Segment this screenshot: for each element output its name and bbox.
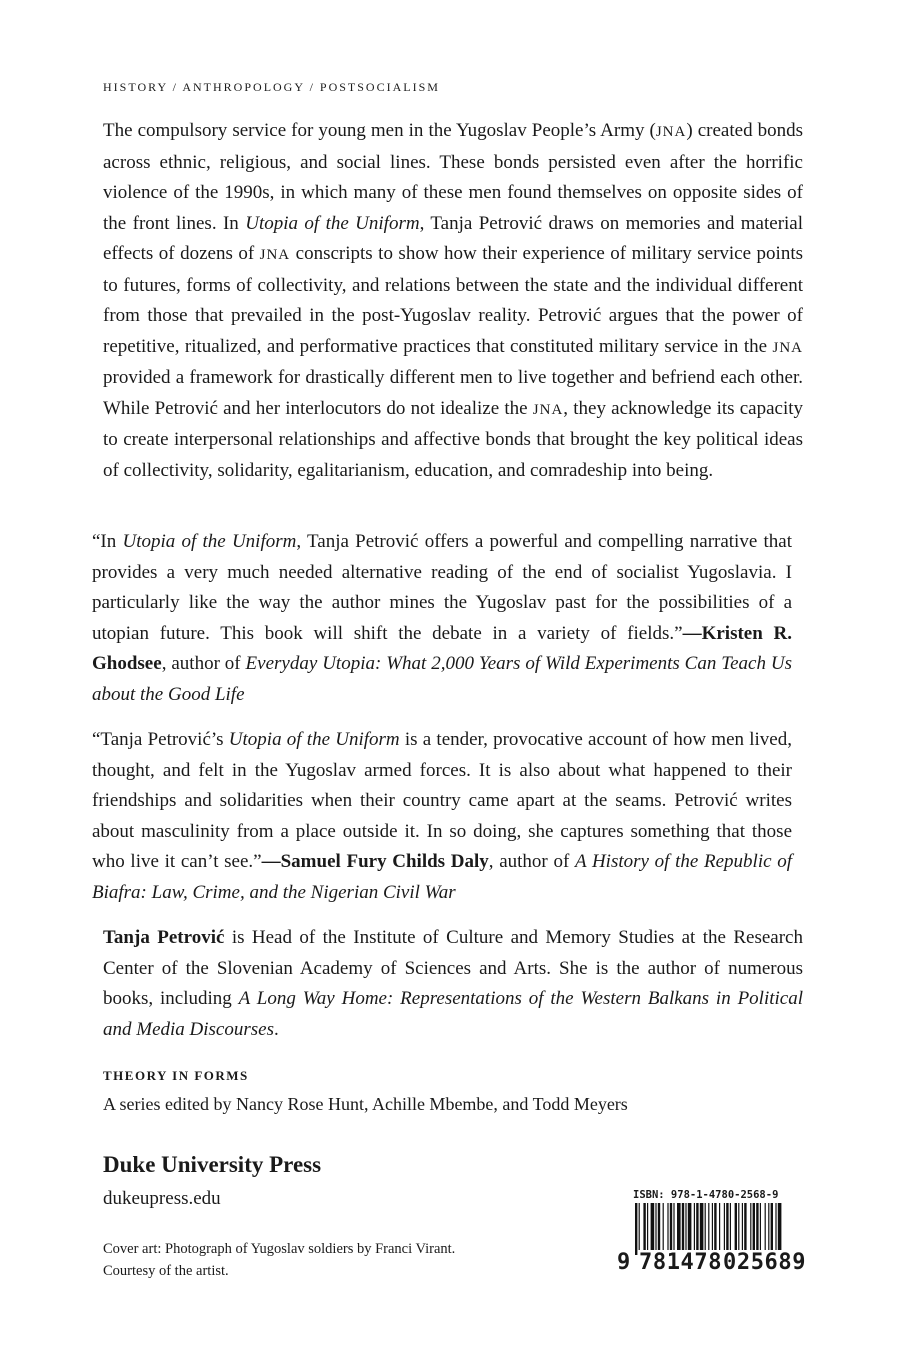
description-text: provided a framework for drastically different men to live together and befriend each other. While Petrović and her interlocutors do not idealize the <box>103 367 803 419</box>
barcode-bar <box>658 1203 660 1255</box>
quote-author: Samuel Fury Childs Daly <box>280 851 489 872</box>
cover-credit-line: Courtesy of the artist. <box>103 1263 229 1279</box>
quote-author-of: , author of <box>161 653 246 674</box>
quote-dash: — <box>261 851 281 872</box>
barcode-bar <box>688 1203 692 1255</box>
barcode-bar <box>643 1203 645 1255</box>
quote-author-of: , author of <box>488 851 575 872</box>
author-name: Tanja Petrović <box>103 927 225 948</box>
blurb-ghodsee <box>92 527 792 710</box>
author-bio <box>103 923 803 1045</box>
description-text: ) created bonds across ethnic, religious, and social lines. These bonds persisted even after the horrific violence of the 1990s, in which many of these men found themselves on opposite sides of the front lines. In <box>103 120 803 234</box>
quote-body: is a tender, provocative account of how men lived, thought, and felt in the Yugoslav armed forces. It is also about what happened to their friendships and solidarities when their country came apart at the seams. Petrović writes about masculinity from a place outside it. In so doing, she captures something that those who live it can’t see.” <box>92 729 792 872</box>
jna-abbrev: JNA <box>259 247 291 263</box>
barcode-bar <box>694 1203 695 1255</box>
quote-author-book: Everyday Utopia: What 2,000 Years of Wild Experiments Can Teach Us about the Good Life <box>92 653 792 705</box>
barcode-bar <box>730 1203 731 1255</box>
barcode-bar <box>735 1203 737 1255</box>
quote-dash: — <box>682 622 702 644</box>
barcode-bar <box>726 1203 728 1255</box>
description-text: The compulsory service for young men in the Yugoslav People’s Army ( <box>103 120 656 141</box>
isbn-barcode <box>616 1189 808 1281</box>
barcode-bar <box>708 1203 709 1255</box>
book-title-inline: Utopia of the Uniform <box>228 729 400 750</box>
quote-author-book: A History of the Republic of Biafra: Law, Crime, and the Nigerian Civil War <box>92 851 793 903</box>
jna-abbrev: JNA <box>772 339 803 356</box>
barcode-digits-left: 781478 <box>639 1250 723 1275</box>
book-title-inline: Utopia of the Uniform <box>245 212 420 234</box>
barcode-bar <box>771 1203 773 1255</box>
jna-abbrev: JNA <box>655 124 687 140</box>
barcode-bar <box>742 1203 743 1255</box>
barcode-bar <box>714 1203 716 1255</box>
barcode-bar <box>673 1203 674 1255</box>
barcode-bar <box>724 1203 725 1255</box>
description-text: , they acknowledge its capacity to create interpersonal relationships and affective bonds that brought the key political ideas of collectivity, solidarity, egalitarianism, education, and comradeship into being. <box>103 397 804 481</box>
barcode-bar <box>667 1203 668 1255</box>
book-description <box>103 116 803 486</box>
description-text: conscripts to show how their experience of military service points to futures, forms of collectivity, and relations between the state and the individual different from those that prevailed in the post-Yugoslav reality. Petrović argues that the power of repetitive, ritualized, and performative practices that constituted military service in the <box>103 243 803 357</box>
quote-open: “Tanja Petrović’s <box>92 729 229 750</box>
barcode-bar <box>712 1203 713 1255</box>
cover-credit <box>103 1238 455 1282</box>
cover-credit-line: Cover art: Photograph of Yugoslav soldiers by Franci Virant. <box>103 1241 456 1257</box>
barcode-bar <box>700 1203 704 1255</box>
description-text: , Tanja Petrović draws on memories and material effects of dozens of <box>103 212 804 264</box>
barcode-bar <box>756 1203 758 1255</box>
barcode-bar <box>670 1203 672 1255</box>
barcode-bar <box>765 1203 766 1255</box>
barcode-bar <box>719 1203 720 1255</box>
barcode-digit-first: 9 <box>617 1250 631 1275</box>
barcode-bar <box>651 1203 655 1255</box>
bio-end: . <box>273 1018 279 1040</box>
book-title-inline: Utopia of the Uniform <box>122 531 297 552</box>
category-line: HISTORY / ANTHROPOLOGY / POSTSOCIALISM <box>103 80 440 94</box>
barcode-bar <box>682 1203 684 1255</box>
publisher-url[interactable]: dukeupress.edu <box>103 1188 221 1209</box>
quote-author: Kristen R. Ghodsee <box>92 622 793 674</box>
isbn-label: ISBN: 978-1-4780-2568-9 <box>633 1189 779 1201</box>
barcode-bar <box>696 1203 698 1255</box>
barcode-bar <box>753 1203 755 1255</box>
jna-abbrev: JNA <box>532 401 564 418</box>
barcode-bar <box>705 1203 706 1255</box>
quote-open: “In <box>92 531 123 552</box>
barcode-bar <box>760 1203 761 1255</box>
barcode-bar <box>647 1203 648 1255</box>
barcode-bar <box>738 1203 739 1255</box>
barcode-bar <box>639 1203 640 1255</box>
barcode-bar <box>775 1203 776 1255</box>
barcode-bar <box>685 1203 686 1255</box>
bio-book-title: A Long Way Home: Representations of the Western Balkans in Political and Media Discourses <box>103 988 803 1040</box>
blurb-daly <box>92 725 792 908</box>
barcode-bar <box>677 1203 681 1255</box>
barcode-bar <box>750 1203 751 1255</box>
bio-text: is Head of the Institute of Culture and Memory Studies at the Research Center of the Slovenian Academy of Sciences and Arts. She is the author of numerous books, including <box>103 927 803 1009</box>
barcode-bar <box>663 1203 664 1255</box>
barcode-digits-right: 025689 <box>723 1250 807 1275</box>
barcode-bar <box>655 1203 656 1255</box>
series-editors: A series edited by Nancy Rose Hunt, Achille Mbembe, and Todd Meyers <box>103 1094 628 1114</box>
quote-body: , Tanja Petrović offers a powerful and compelling narrative that provides a very much needed alternative reading of the end of socialist Yugoslavia. I particularly like the way the author mines the Yugoslav past for the possibilities of a utopian future. This book will shift the debate in a variety of fields.” <box>92 531 792 644</box>
barcode-bar <box>768 1203 769 1255</box>
series-title: THEORY IN FORMS <box>103 1068 249 1083</box>
publisher-name: Duke University Press <box>103 1152 322 1177</box>
barcode-bar <box>635 1203 637 1255</box>
barcode-bar <box>778 1203 782 1255</box>
barcode-bar <box>744 1203 746 1255</box>
